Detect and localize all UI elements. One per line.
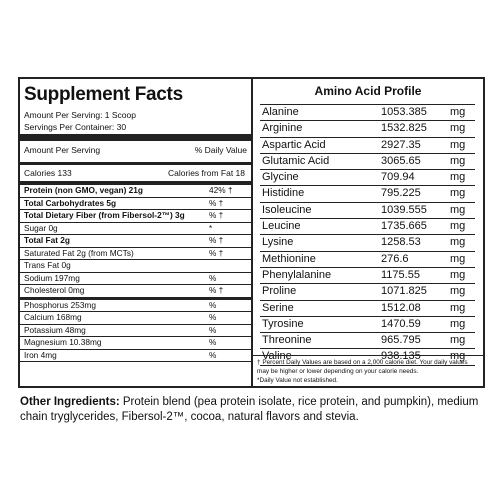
supplement-facts-title: Supplement Facts: [24, 84, 183, 105]
nutrient-row: [20, 300, 251, 313]
calories-row: [24, 168, 247, 182]
amount-header: [24, 145, 247, 159]
amino-acid-name: Isoleucine: [262, 203, 312, 216]
amino-acid-name: Glutamic Acid: [262, 154, 330, 167]
amino-acid-unit: mg: [450, 106, 466, 118]
nutrient-name: Sodium 197mg: [24, 272, 80, 283]
amino-acid-row: [260, 203, 475, 219]
amino-acid-amount: 2927.35: [381, 138, 421, 151]
footnote: [253, 355, 483, 385]
nutrition-panel: [18, 77, 485, 388]
other-ingredients-text: Protein blend (pea protein isolate, rice protein, and pumpkin), medium chain tryglycerides, Fibersol-2™, cocoa, natural flavors and stevia.: [20, 396, 479, 423]
amino-acid-name: Arginine: [262, 122, 303, 135]
nutrient-daily-value: 42% †: [209, 185, 233, 195]
nutrient-name: Magnesium 10.38mg: [24, 337, 102, 347]
amino-acid-row: [260, 317, 475, 333]
amino-acid-unit: mg: [450, 122, 466, 135]
nutrient-row: [20, 248, 251, 261]
amino-acid-unit: mg: [450, 350, 466, 363]
amino-acid-amount: 1470.59: [381, 317, 421, 330]
nutrient-row: [20, 260, 251, 273]
other-ingredients: [20, 395, 490, 425]
footnote-not-established: *Daily Value not established.: [257, 377, 338, 384]
amino-acid-unit: mg: [450, 268, 466, 281]
thick-divider: [20, 134, 251, 141]
amino-acid-amount: 1071.825: [381, 285, 427, 298]
amino-acid-amount: 1258.53: [381, 236, 421, 249]
amino-acid-row: [260, 219, 475, 235]
amino-acid-row: [260, 333, 475, 349]
nutrient-daily-value: %: [209, 272, 217, 283]
amino-acid-amount: 795.225: [381, 187, 421, 200]
nutrient-row: [20, 285, 251, 300]
nutrient-daily-value: %: [209, 324, 217, 335]
nutrient-daily-value: % †: [209, 197, 224, 208]
daily-value-header: % Daily Value: [194, 145, 247, 155]
nutrient-row: [20, 210, 251, 223]
amino-acid-row: [260, 235, 475, 251]
amino-acid-row: [260, 284, 475, 300]
amino-acid-amount: 1532.825: [381, 122, 427, 135]
amino-acid-unit: mg: [450, 236, 466, 249]
amino-acid-name: Valine: [262, 350, 292, 363]
other-ingredients-label: Other Ingredients:: [20, 396, 120, 408]
medium-divider: [20, 162, 251, 165]
amino-acid-row: [260, 252, 475, 268]
nutrient-row: [20, 325, 251, 338]
amino-acid-name: Lysine: [262, 236, 294, 249]
amino-acid-amount: 709.94: [381, 171, 415, 184]
nutrient-name: Total Dietary Fiber (from Fibersol-2™) 3g: [24, 210, 185, 220]
amino-acid-name: Tyrosine: [262, 317, 304, 330]
amino-acid-name: Phenylalanine: [262, 268, 332, 281]
nutrient-daily-value: %: [209, 337, 217, 347]
amino-acid-name: Serine: [262, 301, 294, 314]
amino-acid-unit: mg: [450, 285, 466, 298]
amino-acid-amount: 276.6: [381, 252, 409, 265]
supplement-facts-section: [20, 79, 253, 386]
servings-per-container: Servings Per Container: 30: [24, 122, 127, 132]
amount-header-label: Amount Per Serving: [24, 145, 101, 155]
nutrient-name: Cholesterol 0mg: [24, 285, 85, 295]
nutrient-name: Phosphorus 253mg: [24, 299, 96, 310]
amino-acid-name: Leucine: [262, 220, 301, 233]
serving-size: Amount Per Serving: 1 Scoop: [24, 110, 136, 120]
amino-acid-amount: 965.795: [381, 334, 421, 347]
nutrient-row: [20, 235, 251, 248]
nutrient-name: Iron 4mg: [24, 349, 57, 360]
nutrient-row: [20, 185, 251, 198]
amino-acid-amount: 1512.08: [381, 301, 421, 314]
nutrient-name: Trans Fat 0g: [24, 260, 71, 270]
nutrient-daily-value: %: [209, 312, 217, 322]
calories-value: Calories 133: [24, 168, 72, 178]
amino-acid-amount: 1735.665: [381, 220, 427, 233]
amino-acid-name: Alanine: [262, 106, 299, 118]
amino-acid-unit: mg: [450, 317, 466, 330]
amino-acid-row: [260, 154, 475, 170]
nutrient-daily-value: % †: [209, 235, 224, 245]
nutrient-name: Total Fat 2g: [24, 235, 70, 245]
nutrient-name: Sugar 0g: [24, 222, 58, 233]
nutrient-daily-value: % †: [209, 247, 224, 258]
amino-acid-list: [260, 104, 475, 366]
nutrient-daily-value: % †: [209, 210, 224, 220]
nutrient-name: Calcium 168mg: [24, 312, 82, 322]
amino-acid-amount: 1039.555: [381, 203, 427, 216]
amino-acid-amount: 938.135: [381, 350, 421, 363]
nutrient-name: Protein (non GMO, vegan) 21g: [24, 185, 143, 195]
amino-acid-row: [260, 138, 475, 154]
amino-acid-name: Histidine: [262, 187, 305, 200]
amino-acid-unit: mg: [450, 301, 466, 314]
amino-acid-unit: mg: [450, 187, 466, 200]
nutrient-name: Saturated Fat 2g (from MCTs): [24, 247, 134, 258]
amino-acid-amount: 1053.385: [381, 106, 427, 118]
nutrient-daily-value: *: [209, 222, 213, 233]
amino-acid-row: [260, 301, 475, 317]
nutrient-name: Total Carbohydrates 5g: [24, 197, 117, 208]
amino-acid-unit: mg: [450, 171, 466, 184]
amino-acid-row: [260, 170, 475, 186]
nutrient-row: [20, 223, 251, 236]
nutrient-daily-value: %: [209, 349, 217, 360]
amino-acid-unit: mg: [450, 138, 466, 151]
amino-acid-title: Amino Acid Profile: [314, 84, 422, 98]
amino-acid-amount: 1175.55: [381, 268, 420, 281]
amino-acid-name: Methionine: [262, 252, 316, 265]
amino-acid-section: [253, 79, 483, 386]
nutrient-row: [20, 198, 251, 211]
amino-acid-name: Aspartic Acid: [262, 138, 326, 151]
nutrient-name: Potassium 48mg: [24, 324, 86, 335]
amino-acid-unit: mg: [450, 334, 466, 347]
footnote-dv: † Percent Daily Values are based on a 2,000 calorie diet. Your daily values may be higher or lower depending on your calorie needs.: [257, 359, 468, 375]
nutrient-row: [20, 350, 251, 363]
nutrient-daily-value: % †: [209, 285, 224, 295]
amino-acid-name: Proline: [262, 285, 297, 298]
amino-acid-unit: mg: [450, 252, 466, 265]
amino-acid-row: [260, 186, 475, 202]
amino-acid-row: [260, 268, 475, 284]
nutrient-daily-value: %: [209, 299, 217, 310]
amino-acid-row: [260, 105, 475, 121]
calories-from-fat: Calories from Fat 18: [168, 168, 245, 178]
amino-acid-unit: mg: [450, 203, 466, 216]
amino-acid-unit: mg: [450, 220, 466, 233]
amino-acid-amount: 3065.65: [381, 154, 421, 167]
amino-acid-row: [260, 121, 475, 137]
nutrient-row: [20, 337, 251, 350]
amino-acid-name: Glycine: [262, 171, 299, 184]
amino-acid-name: Threonine: [262, 334, 312, 347]
nutrient-row: [20, 273, 251, 286]
nutrient-rows: [20, 185, 251, 362]
nutrient-row: [20, 312, 251, 325]
amino-acid-unit: mg: [450, 154, 466, 167]
